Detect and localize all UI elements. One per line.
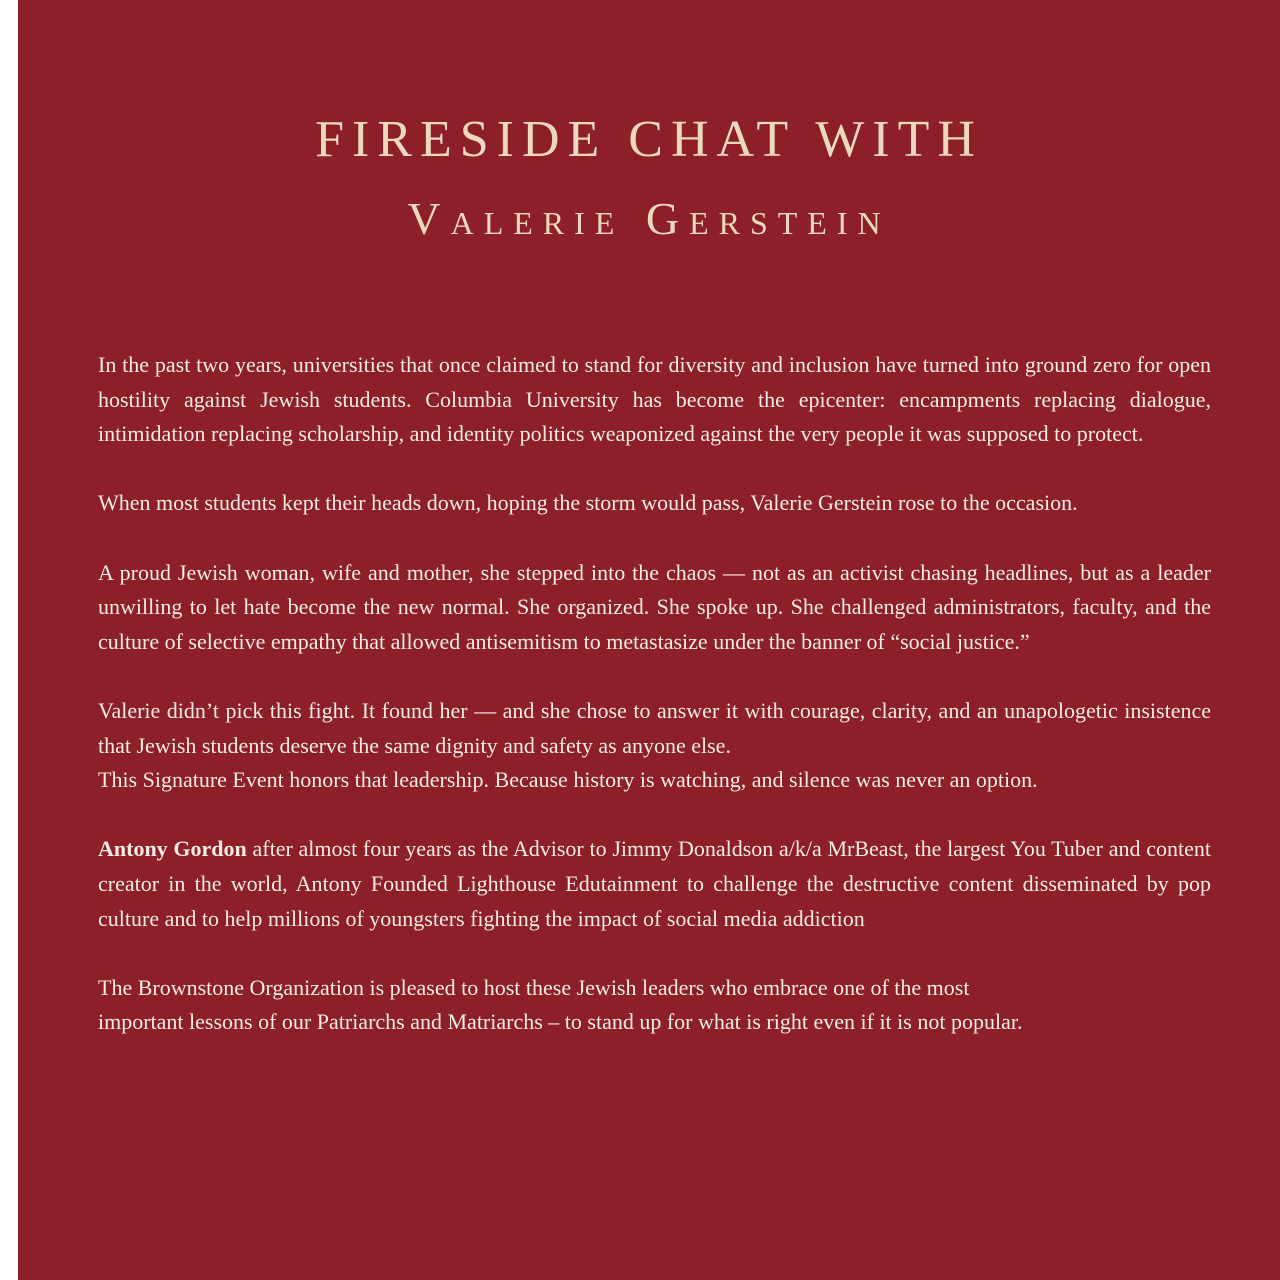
speaker-bio: after almost four years as the Advisor to Jimmy Donaldson a/k/a MrBeast, the largest You Tuber and content creator in the world, Antony Founded Lighthouse Edutainment to challenge the destructive content disseminated by pop culture and to help millions of youngsters fighting the impact of social media addiction (98, 836, 1211, 931)
speaker-name: Antony Gordon (98, 836, 247, 862)
paragraph-1: In the past two years, universities that once claimed to stand for diversity and inclusion have turned into ground zero for open hostility against Jewish students. Columbia University has become the epicenter: encampments replacing dialogue, intimidation replacing scholarship, and identity politics weaponized against the very people it was supposed to protect. (98, 352, 1211, 447)
body-text (98, 348, 1211, 1074)
paragraph-6-line-2: important lessons of our Patriarchs and Matriarchs – to stand up for what is right even if it is not popular. (98, 1009, 1023, 1035)
paragraph-4-part-2: This Signature Event honors that leadership. Because history is watching, and silence was never an option. (98, 767, 1038, 793)
paragraph-3: A proud Jewish woman, wife and mother, she stepped into the chaos — not as an activist chasing headlines, but as a leader unwilling to let hate become the new normal. She organized. She spoke up. She challenged administrators, faculty, and the culture of selective empathy that allowed antisemitism to metastasize under the banner of “social justice.” (98, 559, 1211, 654)
paragraph-4-part-1: Valerie didn’t pick this fight. It found her — and she chose to answer it with courage, clarity, and an unapologetic insistence that Jewish students deserve the same dignity and safety as anyone else. (98, 697, 1211, 758)
title-line-2: Valerie Gerstein (407, 193, 891, 244)
title-line-1: FIRESIDE CHAT WITH (315, 111, 983, 168)
document-page (18, 0, 1280, 1280)
paragraph-2: When most students kept their heads down, hoping the storm would pass, Valerie Gerstein rose to the occasion. (98, 490, 1078, 516)
paragraph-6 (98, 971, 1211, 1040)
paragraph-4 (98, 694, 1211, 798)
paragraph-6-line-1: The Brownstone Organization is pleased to host these Jewish leaders who embrace one of the most (98, 974, 970, 1000)
paragraph-5 (98, 832, 1211, 936)
